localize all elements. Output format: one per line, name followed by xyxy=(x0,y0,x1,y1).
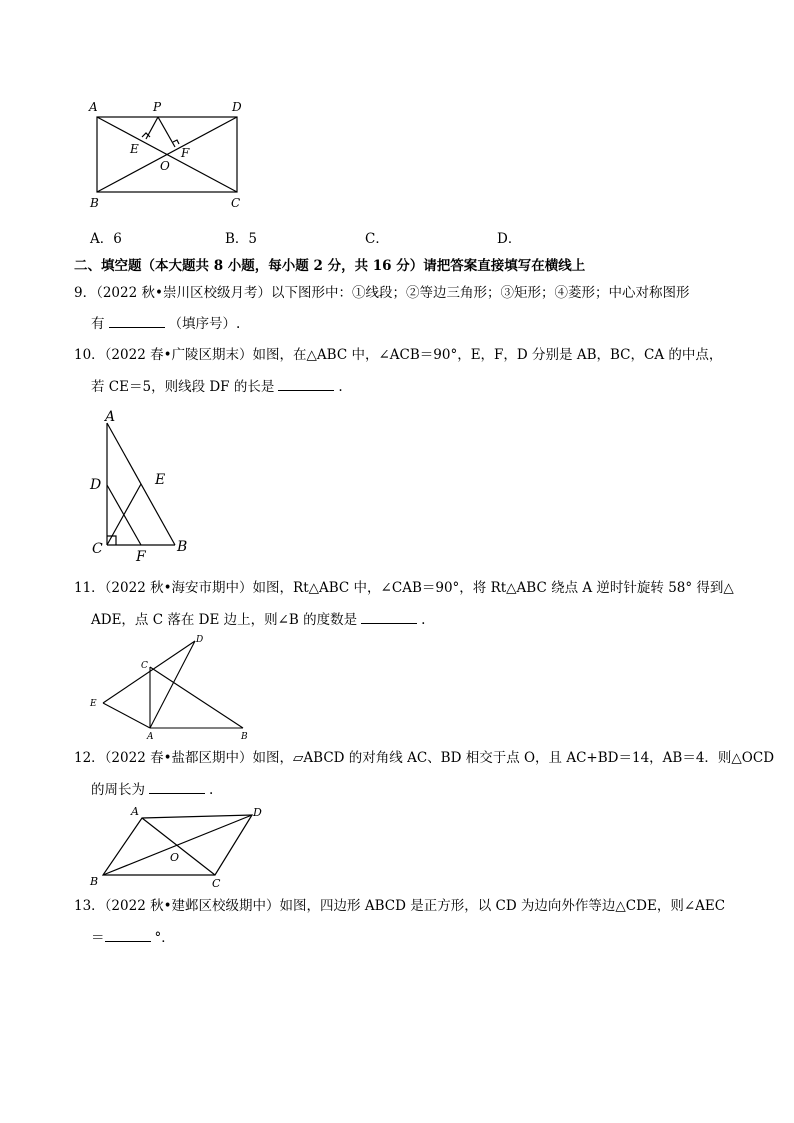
label-F: F xyxy=(136,549,146,565)
label-E: E xyxy=(155,472,166,488)
q13-answer-blank[interactable] xyxy=(105,929,151,942)
triangle-figure-q10 xyxy=(85,405,205,565)
label-D: D xyxy=(253,806,262,819)
q11-pre: ADE，点 C 落在 DE 边上，则∠B 的度数是 xyxy=(91,612,358,628)
label-B: B xyxy=(90,196,99,210)
q11-line1: 11．（2022 秋•海安市期中）如图，Rt△ABC 中，∠CAB＝90°，将 Rt△ABC 绕点 A 逆时针旋转 58° 得到△ xyxy=(74,580,734,596)
label-B: B xyxy=(90,875,99,888)
label-E: E xyxy=(90,699,97,709)
label-C: C xyxy=(212,877,221,890)
q13-post: °． xyxy=(154,930,175,946)
triangle-figure-q11 xyxy=(85,633,260,741)
q10-pre: 若 CE＝5，则线段 DF 的长是 xyxy=(91,379,275,395)
option-a: A．6 xyxy=(90,231,122,247)
q13-line2 xyxy=(91,929,175,946)
label-D: D xyxy=(232,100,242,114)
label-A: A xyxy=(147,732,154,742)
q12-line2 xyxy=(91,781,213,798)
q12-answer-blank[interactable] xyxy=(149,781,205,794)
label-B: B xyxy=(241,732,248,742)
label-F: F xyxy=(181,146,190,160)
q10-post: . xyxy=(338,379,343,395)
label-D: D xyxy=(90,477,102,493)
section-title: 二、填空题（本大题共 8 小题，每小题 2 分，共 16 分）请把答案直接填写在横线上 xyxy=(74,258,586,274)
q12-line1: 12．（2022 春•盐都区期中）如图，▱ABCD 的对角线 AC、BD 相交于点 O，且 AC+BD＝14，AB＝4．则△OCD xyxy=(74,750,775,766)
label-A: A xyxy=(89,100,98,114)
option-d: D． xyxy=(497,231,522,247)
rectangle-figure xyxy=(85,95,255,215)
label-A: A xyxy=(131,805,139,818)
q9-pre: 有 xyxy=(91,316,105,332)
label-P: P xyxy=(153,100,162,114)
label-C: C xyxy=(92,541,103,557)
q13-pre: ＝ xyxy=(91,930,105,946)
q10-answer-blank[interactable] xyxy=(278,378,334,391)
option-c: C． xyxy=(365,231,389,247)
q9-answer-blank[interactable] xyxy=(109,315,165,328)
label-C: C xyxy=(231,196,241,210)
label-O: O xyxy=(160,159,170,173)
q11-answer-blank[interactable] xyxy=(361,611,417,624)
label-A: A xyxy=(105,409,116,425)
label-C: C xyxy=(141,661,148,671)
q12-pre: 的周长为 xyxy=(91,782,145,798)
q13-line1: 13．（2022 秋•建邺区校级期中）如图，四边形 ABCD 是正方形，以 CD 为边向外作等边△CDE，则∠AEC xyxy=(74,898,726,914)
label-B: B xyxy=(177,539,188,555)
option-b: B．5 xyxy=(225,231,258,247)
q9-line2 xyxy=(91,315,240,332)
q12-post: . xyxy=(209,782,214,798)
q10-line2 xyxy=(91,378,343,395)
q11-post: . xyxy=(421,612,426,628)
label-O: O xyxy=(170,851,180,864)
q9-post: （填序号）. xyxy=(168,316,241,332)
label-D: D xyxy=(196,635,204,645)
q10-line1: 10．（2022 春•广陵区期末）如图，在△ABC 中，∠ACB＝90°，E，F，D 分别是 AB，BC，CA 的中点， xyxy=(74,347,723,363)
q9-line1: 9．（2022 秋•崇川区校级月考）以下图形中：①线段；②等边三角形；③矩形；④菱形；中心对称图形 xyxy=(74,285,690,301)
parallelogram-figure xyxy=(85,803,275,891)
label-E: E xyxy=(130,142,139,156)
q11-line2 xyxy=(91,611,425,628)
